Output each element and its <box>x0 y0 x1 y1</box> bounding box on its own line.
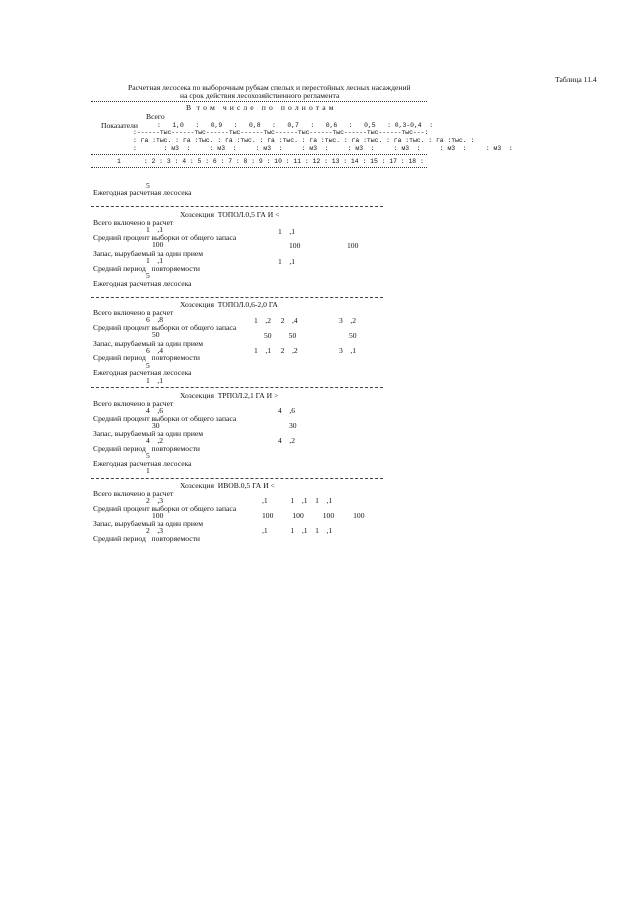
row-label: Средний процент выборки от общего запаса <box>93 323 237 332</box>
row-col-value: 30 <box>289 421 297 430</box>
row-lead-value: 5 <box>146 271 150 280</box>
row-lead-value: 5 <box>146 361 150 370</box>
row-col-value: 4 ,2 <box>278 436 296 445</box>
section-title: Хозсекция ИВОВ.0,5 ГА И < <box>180 481 275 490</box>
row-lead-value: 1 ,1 <box>146 256 164 265</box>
row-col-value: 3 ,1 <box>339 346 357 355</box>
row-label: Средний процент выборки от общего запаса <box>93 414 237 423</box>
header-units-row1: : га :тыс. : га :тыс. : га :тыс. : га :тыс. : га :тыс. : га :тыс. : га :тыс. : га :тыс. : <box>133 137 475 144</box>
row-label: Запас, вырубаемый за один прием <box>93 249 204 258</box>
header-polnoty-row: : 1,0 : 0,9 : 0,8 : 0,7 : 0,6 : 0,5 : 0,3-0,4 : <box>157 122 434 129</box>
row-col-value: 1 ,1 <box>278 227 296 236</box>
row-lead-value: 6 ,8 <box>146 315 164 324</box>
row-label: Ежегодная расчетная лесосека <box>93 368 192 377</box>
row-col-value: 1 ,1 2 ,2 <box>254 346 298 355</box>
pre-section-label: Ежегодная расчетная лесосека <box>93 188 192 197</box>
row-col-value: 50 50 <box>264 331 297 340</box>
row-label: Запас, вырубаемый за один прием <box>93 339 204 348</box>
header-vtom-row: В т о м ч и с л е п о п о л н о т а м <box>186 103 335 112</box>
section-title: Хозсекция ТОПОЛ.0,5 ГА И < <box>180 210 280 219</box>
row-label: Запас, вырубаемый за один прием <box>93 429 204 438</box>
row-lead-value: 100 <box>152 240 164 249</box>
section-rule <box>91 297 383 298</box>
row-col-value: 1 ,1 <box>278 257 296 266</box>
header-units-row2: : : м3 : : м3 : : м3 : : м3 : : м3 : : м3 : : м3 : : м3 : <box>133 145 513 152</box>
header-vsego: Всего <box>146 112 165 121</box>
row-col-value: ,1 1 ,1 1 ,1 <box>262 526 333 535</box>
row-lead-value: 6 ,4 <box>146 346 164 355</box>
pre-section-value: 5 <box>146 181 150 190</box>
row-label: Всего включено в расчет <box>93 308 174 317</box>
row-col-value: 100 <box>347 241 359 250</box>
row-col-value: 1 ,2 2 ,4 <box>254 316 298 325</box>
row-col-value: 100 100 100 100 <box>262 511 365 520</box>
row-label: Всего включено в расчет <box>93 399 174 408</box>
row-lead-value: 50 <box>152 330 160 339</box>
section-rule <box>91 206 383 207</box>
row-lead-value: 2 ,3 <box>146 496 164 505</box>
section-title: Хозсекция ТРПОЛ.2,1 ГА И > <box>180 391 279 400</box>
section-title: Хозсекция ТОПОЛ.0,6-2,0 ГА <box>180 300 278 309</box>
row-col-value: 4 ,6 <box>278 406 296 415</box>
header-top-rule <box>91 101 427 102</box>
section-rule <box>91 387 383 388</box>
row-label: Средний период повторяемости <box>93 534 200 543</box>
row-col-value: 50 <box>349 331 357 340</box>
row-label: Средний процент выборки от общего запаса <box>93 504 237 513</box>
row-label: Ежегодная расчетная лесосека <box>93 459 192 468</box>
header-pokazateli: Показатели <box>101 121 138 130</box>
row-label: Средний период повторяемости <box>93 444 200 453</box>
header-column-numbers: 1 : 2 : 3 : 4 : 5 : 6 : 7 : 8 : 9 : 10 : 11 : 12 : 13 : 14 : 15 : 17 : 18 : <box>117 158 424 165</box>
row-lead-value: 4 ,2 <box>146 436 164 445</box>
row-label: Запас, вырубаемый за один прием <box>93 519 204 528</box>
row-col-value: ,1 1 ,1 1 ,1 <box>262 496 333 505</box>
row-lead-value: 2 ,3 <box>146 526 164 535</box>
header-bottom-rule <box>91 167 427 168</box>
row-lead-value: 100 <box>152 511 164 520</box>
row-label: Всего включено в расчет <box>93 218 174 227</box>
row-col-value: 3 ,2 <box>339 316 357 325</box>
row-label: Средний процент выборки от общего запаса <box>93 233 237 242</box>
row-lead-value: 4 ,6 <box>146 406 164 415</box>
section-rule <box>91 478 383 479</box>
row-label: Средний период повторяемости <box>93 264 200 273</box>
row-lead-value: 1 ,1 <box>146 376 164 385</box>
row-label: Средний период повторяемости <box>93 353 200 362</box>
row-col-value: 100 <box>289 241 301 250</box>
row-label: Ежегодная расчетная лесосека <box>93 279 192 288</box>
row-lead-value: 1 ,1 <box>146 225 164 234</box>
row-lead-value: 1 <box>146 466 150 475</box>
row-lead-value: 5 <box>146 451 150 460</box>
table-label: Таблица 11.4 <box>555 75 597 84</box>
header-mid-rule <box>91 154 427 155</box>
document-title-line2: на срок действия лесохозяйственного регламента <box>180 91 340 100</box>
row-label: Всего включено в расчет <box>93 489 174 498</box>
header-dash-row: :------тыс------тыс------тыс------тыс------тыс------тыс------тыс------тыс---: <box>133 129 429 136</box>
document-title-line1: Расчетная лесосека по выборочным рубкам спелых и перестойных лесных насаждений <box>128 83 411 92</box>
row-lead-value: 30 <box>152 421 160 430</box>
